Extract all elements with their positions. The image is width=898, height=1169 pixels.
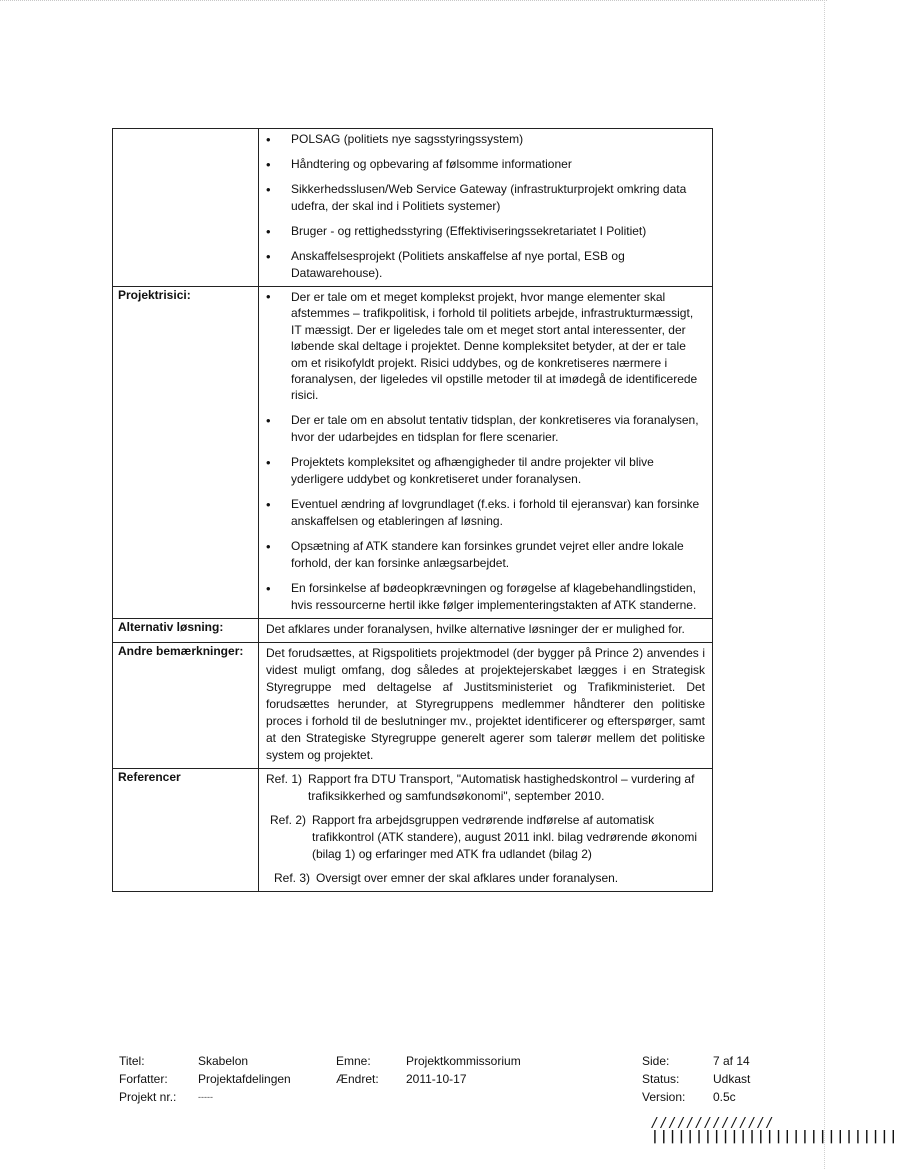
reference-item <box>270 812 705 863</box>
andre-cell: Det forudsættes, at Rigspolitiets projektmodel (der bygger på Prince 2) anvendes i videst muligt omfang, dog således at projektejerskabet lægges i en Strategisk Styregruppe med deltagelse af Justitsministeriet og Trafikministeriet. Det forudsættes herunder, at Styregruppens medlemmer håndterer den politiske proces i forhold til de beslutninger mv., projektet identificerer og efterspørger, samt at den Strategiske Styregruppe generelt agerer som talerør mellem det politiske system og projektet. <box>259 642 713 768</box>
footer-side-label: Side: <box>642 1054 670 1068</box>
row-label-empty <box>113 129 259 287</box>
footer-aendret-label: Ændret: <box>336 1072 379 1086</box>
row-label-referencer: Referencer <box>113 768 259 891</box>
footer-titel-value: Skabelon <box>198 1054 249 1068</box>
footer-values-middle <box>406 1052 521 1088</box>
scan-edge-right <box>823 0 825 1169</box>
barcode <box>651 1117 898 1143</box>
related-projects-cell <box>259 129 713 287</box>
list-item: • Bruger - og rettighedsstyring (Effektiviseringssekretariatet I Politiet) <box>266 223 705 240</box>
footer-projekt-value: ----- <box>198 1092 213 1102</box>
footer-side-value: 7 af 14 <box>713 1054 750 1068</box>
reference-number: Ref. 3) <box>274 870 311 885</box>
scan-edge-top <box>0 0 827 10</box>
list-item: • Sikkerhedsslusen/Web Service Gateway (infrastrukturprojekt omkring data udefra, der skal ind i Politiets systemer) <box>266 181 705 215</box>
footer-emne-value: Projektkommissorium <box>406 1054 521 1068</box>
referencer-cell <box>259 768 713 891</box>
list-item: • Eventuel ændring af lovgrundlaget (f.eks. i forhold til ejeransvar) kan forsinke anskaffelsen og etableringen af løsning. <box>266 496 705 530</box>
reference-number: Ref. 1) <box>266 771 303 786</box>
footer-values-left <box>198 1052 291 1106</box>
project-charter-table <box>112 128 713 892</box>
table-row-referencer <box>113 768 713 891</box>
table-row-projektrisici <box>113 287 713 619</box>
footer-projekt-label: Projekt nr.: <box>119 1090 177 1104</box>
row-label-projektrisici: Projektrisici: <box>113 287 259 619</box>
list-item: • POLSAG (politiets nye sagsstyringssystem) <box>266 131 705 148</box>
footer-labels-right <box>642 1052 685 1106</box>
projektrisici-cell <box>259 287 713 619</box>
list-item: • Håndtering og opbevaring af følsomme informationer <box>266 156 705 173</box>
row-label-andre: Andre bemærkninger: <box>113 642 259 768</box>
related-projects-list <box>266 131 705 282</box>
reference-number: Ref. 2) <box>270 812 307 827</box>
row-label-alternativ: Alternativ løsning: <box>113 618 259 642</box>
footer-status-value: Udkast <box>713 1072 751 1086</box>
reference-item <box>274 870 705 887</box>
list-item: • Opsætning af ATK standere kan forsinkes grundet vejret eller andre lokale forhold, der kan forsinke anlægsarbejdet. <box>266 538 705 572</box>
barcode-line-top: ////////////// <box>651 1116 775 1131</box>
footer-labels-left <box>119 1052 176 1106</box>
reference-item <box>266 771 705 805</box>
table-row-related-projects <box>113 129 713 287</box>
footer-labels-middle <box>336 1052 379 1088</box>
alternativ-cell: Det afklares under foranalysen, hvilke alternative løsninger der er mulighed for. <box>259 618 713 642</box>
reference-text: Rapport fra DTU Transport, "Automatisk hastighedskontrol – vurdering af trafiksikkerhed og samfundsøkonomi", september 2010. <box>308 771 695 803</box>
footer-forfatter-value: Projektafdelingen <box>198 1072 291 1086</box>
footer-forfatter-label: Forfatter: <box>119 1072 168 1086</box>
list-item: • Projektets kompleksitet og afhængigheder til andre projekter vil blive yderligere uddybet og konkretiseret under foranalysen. <box>266 454 705 488</box>
table-row-andre <box>113 642 713 768</box>
footer-titel-label: Titel: <box>119 1054 145 1068</box>
footer-values-right <box>713 1052 750 1106</box>
list-item: • Anskaffelsesprojekt (Politiets anskaffelse af nye portal, ESB og Datawarehouse). <box>266 248 705 282</box>
reference-text: Rapport fra arbejdsgruppen vedrørende indførelse af automatisk trafikkontrol (ATK standere), august 2011 inkl. bilag vedrørende økonomi (bilag 1) og erfaringer med ATK fra udlandet (bilag 2) <box>312 812 698 861</box>
footer-version-value: 0.5c <box>713 1090 736 1104</box>
footer-status-label: Status: <box>642 1072 680 1086</box>
footer-version-label: Version: <box>642 1090 686 1104</box>
reference-text: Oversigt over emner der skal afklares under foranalysen. <box>316 870 619 885</box>
table-row-alternativ <box>113 618 713 642</box>
list-item: • Der er tale om en absolut tentativ tidsplan, der konkretiseres via foranalysen, hvor der udarbejdes en tidsplan for flere scenarier. <box>266 412 705 446</box>
list-item: • En forsinkelse af bødeopkrævningen og forøgelse af klagebehandlingstiden, hvis ressourcerne hertil ikke følger implementeringstakten af ATK standerne. <box>266 580 705 614</box>
risk-list <box>266 289 705 614</box>
footer-emne-label: Emne: <box>336 1054 371 1068</box>
list-item: • Der er tale om et meget komplekst projekt, hvor mange elementer skal afstemmes – trafikpolitisk, i forhold til politiets arbejde, infrastrukturmæssigt, IT mæssigt. Der er ligeledes tale om et meget stort antal interessenter, der løbende skal deltage i projektet. Denne kompleksitet betyder, at der er tale om et risikofyldt projekt. Risici uddybes, og de konkretiseres nærmere i foranalysen, der ligeledes vil opstille metoder til at imødegå de identificerede risici. <box>266 289 705 404</box>
barcode-line-bottom: |||||||||||||||||||||||||||| <box>651 1129 898 1144</box>
footer-aendret-value: 2011-10-17 <box>406 1072 467 1086</box>
